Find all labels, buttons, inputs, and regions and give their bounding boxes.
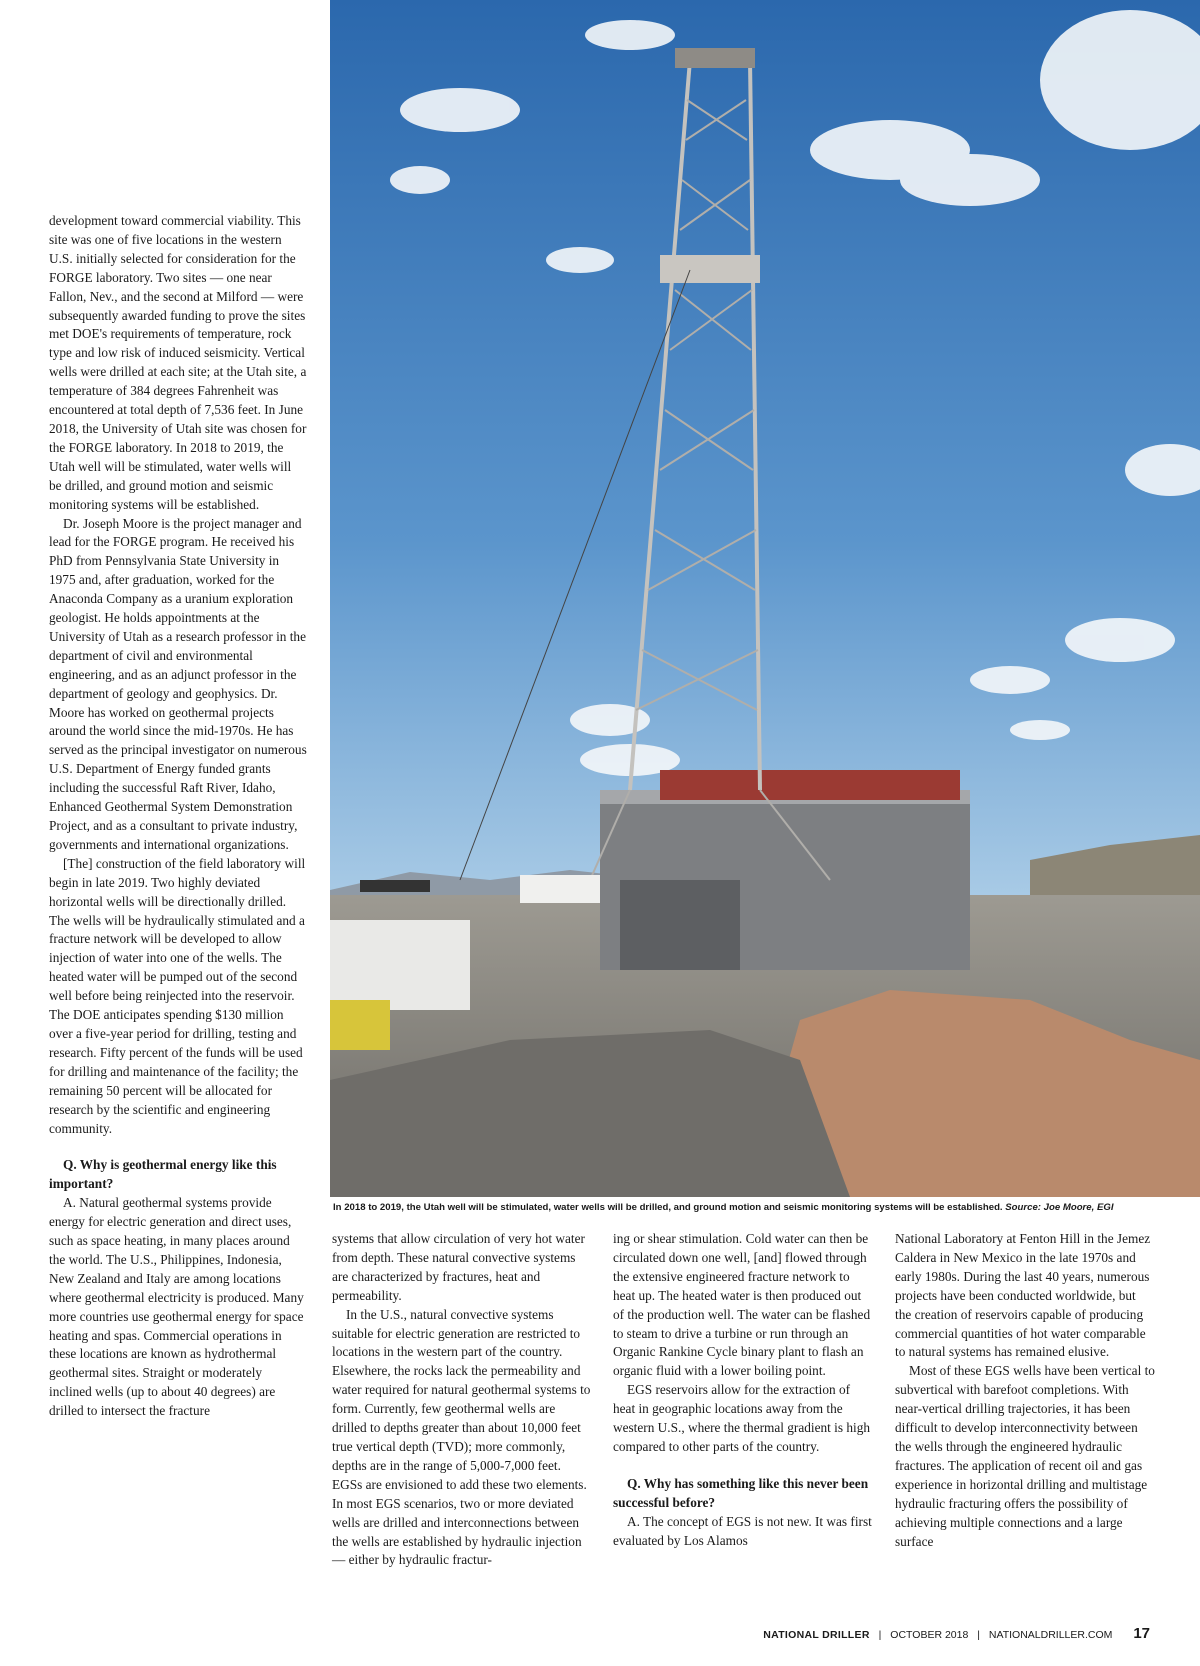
page-number: 17	[1133, 1625, 1150, 1642]
body-paragraph: A. The concept of EGS is not new. It was first evaluated by Los Alamos	[613, 1513, 872, 1548]
body-paragraph: [The] construction of the field laboratory will begin in late 2019. Two highly deviated horizontal wells will be directionally drilled. The wells will be hydraulically stimulated and a fracture network will be developed to allow injection of water into one of the wells. The heated water will be pumped out of the second well before being reinjected into the reservoir. The DOE anticipates spending $130 million over a five-year period for drilling, testing and research. Fifty percent of the funds will be used for drilling and maintenance of the facility; the remaining 50 percent will be allocated for research by the scientific and engineering community.	[49, 855, 306, 1136]
article-column-1	[49, 212, 307, 1421]
website-link[interactable]: NATIONALDRILLER.COM	[988, 1629, 1113, 1641]
body-paragraph: Dr. Joseph Moore is the project manager and lead for the FORGE program. He received his PhD from Pennsylvania State University in 1975 and, after graduation, worked for the Anaconda Company as a uranium exploration geologist. He holds appointments at the University of Utah as a research professor in the department of civil and environmental engineering, and as an adjunct professor in the department of geology and geophysics. Dr. Moore has worked on geothermal projects around the world since the mid-1970s. He has served as the principal investigator on numerous U.S. Department of Energy funded grants including the successful Raft River, Idaho, Enhanced Geothermal System Demonstration Project, and as a consultant to private industry, governments and international organizations.	[49, 515, 307, 852]
body-paragraph: ing or shear stimulation. Cold water can then be circulated down one well, [and] flowed through the extensive engineered fracture network to heat up. The heated water is then produced out of the production well. The water can be flashed to steam to drive a turbine or run through an Organic Rankine Cycle binary plant to flash an organic fluid with a lower boiling point.	[613, 1231, 871, 1379]
body-paragraph: systems that allow circulation of very hot water from depth. These natural convective systems are characterized by fractures, heat and permeability.	[332, 1231, 585, 1303]
question-heading: Q. Why is geothermal energy like this important?	[49, 1157, 277, 1192]
body-paragraph: National Laboratory at Fenton Hill in the Jemez Caldera in New Mexico in the late 1970s and early 1980s. During the last 40 years, numerous projects have been conducted worldwide, but the creation of reservoirs capable of producing commercial quantities of hot water comparable to natural systems has remained elusive.	[895, 1231, 1151, 1360]
footer-separator: |	[878, 1629, 882, 1641]
body-paragraph: In the U.S., natural convective systems suitable for electric generation are restricted to locations in the western part of the country. Elsewhere, the rocks lack the permeability and water required for natural geothermal systems to form. Currently, few geothermal wells are drilled to depths greater than about 10,000 feet true vertical depth (TVD); more commonly, depths are in the range of 5,000-7,000 feet. EGSs are envisioned to add these two elements. In most EGS scenarios, two or more deviated wells are drilled and interconnections between the wells are established by hydraulic injection — either by hydraulic fractur-	[332, 1306, 591, 1568]
issue-date: OCTOBER 2018	[890, 1629, 969, 1641]
body-paragraph: EGS reservoirs allow for the extraction of heat in geographic locations away from the western U.S., where the thermal gradient is high compared to other parts of the country.	[613, 1382, 871, 1454]
footer-separator: |	[977, 1629, 980, 1641]
page-footer	[763, 1625, 1150, 1642]
question-heading: Q. Why has something like this never been successful before?	[613, 1475, 869, 1510]
body-paragraph: Most of these EGS wells have been vertical to subvertical with barefoot completions. With near-vertical drilling trajectories, it has been difficult to develop interconnectivity between the wells through the engineered hydraulic fractures. The application of recent oil and gas experience in horizontal drilling and multistage hydraulic fracturing offers the possibility of achieving multiple connections and a large surface	[895, 1363, 1155, 1549]
article-column-2	[332, 1230, 592, 1570]
photo-caption	[333, 1202, 1183, 1213]
drilling-rig-photo	[330, 0, 1200, 1197]
publication-name: NATIONAL DRILLER	[763, 1629, 870, 1641]
caption-source: Source: Joe Moore, EGI	[1005, 1202, 1114, 1213]
body-paragraph: development toward commercial viability. This site was one of five locations in the western U.S. initially selected for consideration for the FORGE laboratory. Two sites — one near Fallon, Nev., and the second at Milford — were subsequently awarded funding to prove the sites met DOE's requirements of temperature, rock type and low risk of induced seismicity. Vertical wells were drilled at each site; at the Utah site, a temperature of 384 degrees Fahrenheit was encountered at total depth of 7,536 feet. In June 2018, the University of Utah site was chosen for the FORGE laboratory. In 2018 to 2019, the Utah well will be stimulated, water wells will be drilled, and ground motion and seismic monitoring systems will be established.	[49, 213, 307, 512]
caption-text: In 2018 to 2019, the Utah well will be stimulated, water wells will be drilled, and ground motion and seismic monitoring systems will be established.	[333, 1202, 1003, 1213]
article-column-3	[613, 1230, 873, 1551]
body-paragraph: A. Natural geothermal systems provide energy for electric generation and direct uses, such as space heating, in many places around the world. The U.S., Philippines, Indonesia, New Zealand and Italy are among locations where geothermal electricity is produced. Many more countries use geothermal energy for space heating and spas. Commercial operations in these locations are known as hydrothermal geothermal sites. Straight or moderately inclined wells (up to about 40 degrees) are drilled to intersect the fracture	[49, 1195, 304, 1419]
article-column-4	[895, 1230, 1155, 1551]
